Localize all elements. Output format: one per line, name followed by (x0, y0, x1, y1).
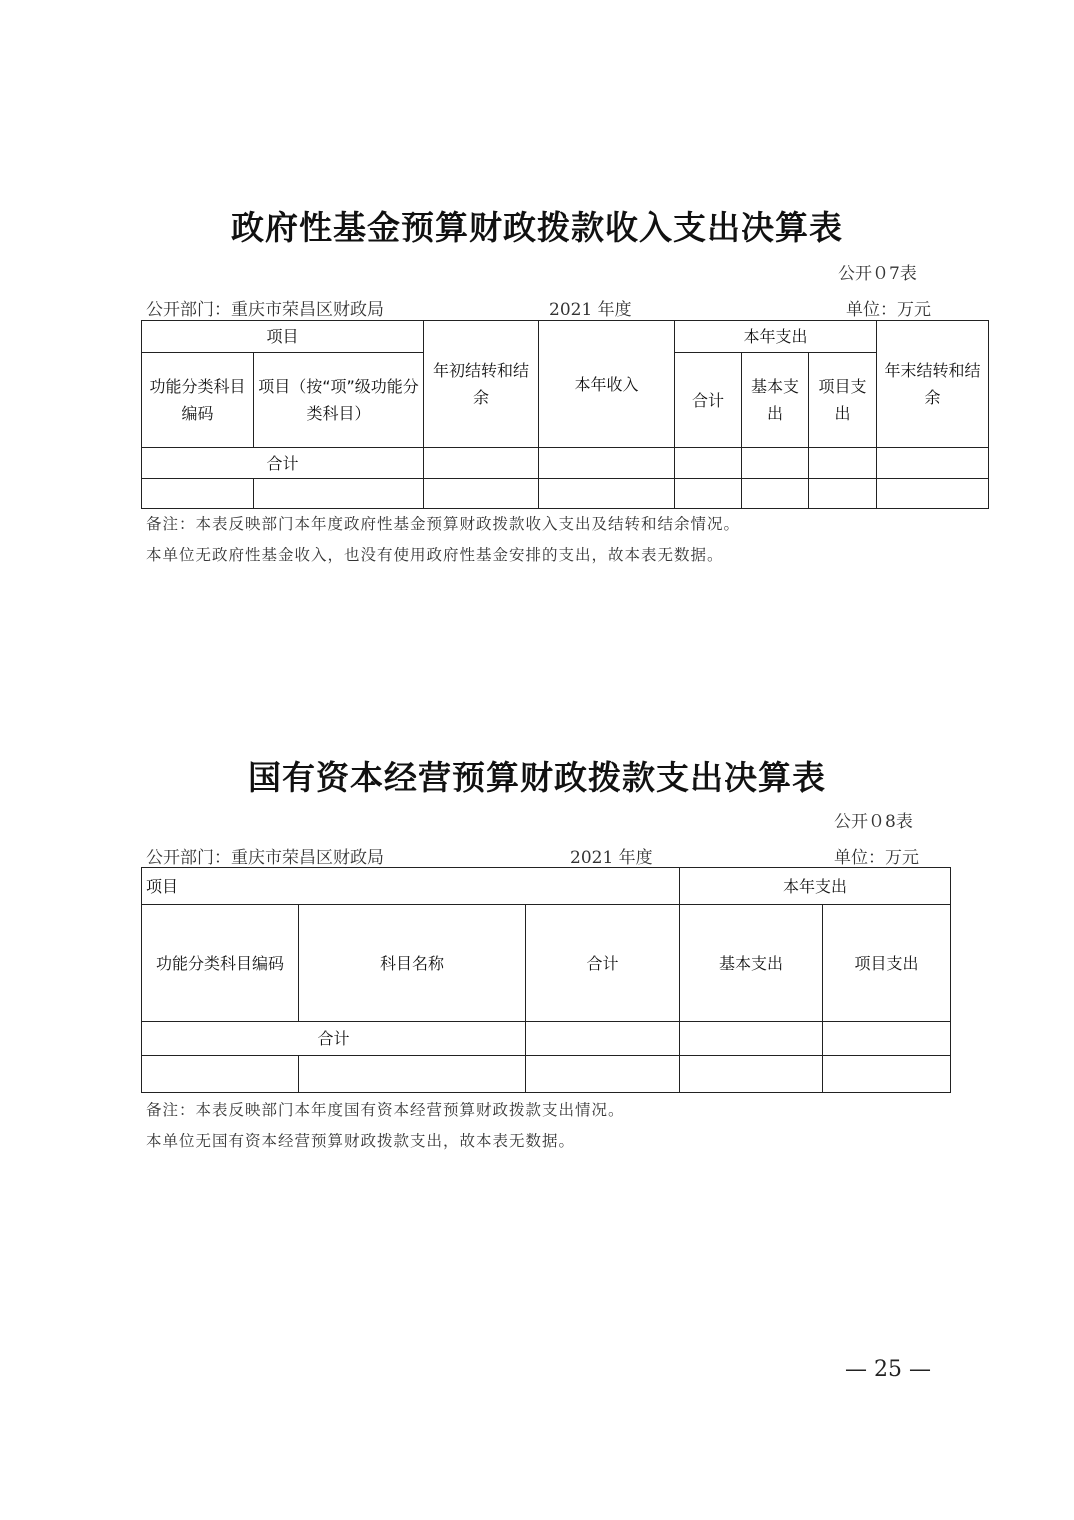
t07-cell (877, 479, 989, 509)
table07 (141, 320, 989, 509)
t08-header-expense: 本年支出 (680, 868, 951, 905)
t08-cell (526, 1022, 680, 1056)
t07-header-income: 本年收入 (539, 321, 675, 448)
t07-header-end-balance: 年末结转和结余 (877, 321, 989, 448)
t08-header-project: 项目 (142, 868, 680, 905)
table07-unit: 单位：万元 (846, 300, 931, 320)
t08-header-project-exp: 项目支出 (823, 905, 951, 1022)
t07-cell (809, 479, 877, 509)
t07-header-project-exp: 项目支出 (809, 353, 877, 448)
t07-cell (877, 448, 989, 479)
t08-cell (142, 1056, 299, 1093)
t08-header-func-code: 功能分类科目编码 (142, 905, 299, 1022)
table07-title: 政府性基金预算财政拨款收入支出决算表 (231, 208, 843, 247)
table07-dept: 公开部门：重庆市荣昌区财政局 (146, 300, 384, 320)
t07-cell (742, 448, 809, 479)
table08 (141, 867, 951, 1093)
t08-header-subject-name: 科目名称 (299, 905, 526, 1022)
table08-note2: 本单位无国有资本经营预算财政拨款支出，故本表无数据。 (146, 1132, 576, 1150)
t08-cell (526, 1056, 680, 1093)
t07-total-label: 合计 (142, 448, 424, 479)
page-number: — 25 — (845, 1357, 931, 1382)
table08-title: 国有资本经营预算财政拨款支出决算表 (248, 758, 826, 797)
table07-note2: 本单位无政府性基金收入，也没有使用政府性基金安排的支出，故本表无数据。 (146, 546, 724, 564)
t07-cell (809, 448, 877, 479)
table08-unit: 单位：万元 (834, 848, 919, 868)
t08-header-basic: 基本支出 (680, 905, 823, 1022)
t07-cell (742, 479, 809, 509)
t08-header-total: 合计 (526, 905, 680, 1022)
t07-cell (142, 479, 254, 509)
t07-header-basic: 基本支出 (742, 353, 809, 448)
table08-dept: 公开部门：重庆市荣昌区财政局 (146, 848, 384, 868)
table08-note1: 备注：本表反映部门本年度国有资本经营预算财政拨款支出情况。 (146, 1101, 625, 1119)
t08-cell (680, 1022, 823, 1056)
t07-cell (675, 448, 742, 479)
t07-cell (539, 448, 675, 479)
t08-total-label: 合计 (142, 1022, 526, 1056)
t08-cell (823, 1056, 951, 1093)
table07-code: 公开０7表 (838, 264, 917, 284)
t07-header-item-name: 项目（按“项”级功能分类科目） (254, 353, 424, 448)
table08-code: 公开０8表 (834, 812, 913, 832)
t07-header-begin-balance: 年初结转和结余 (424, 321, 539, 448)
t08-cell (299, 1056, 526, 1093)
t07-cell (254, 479, 424, 509)
t08-cell (823, 1022, 951, 1056)
table07-note1: 备注：本表反映部门本年度政府性基金预算财政拨款收入支出及结转和结余情况。 (146, 515, 741, 533)
t07-cell (424, 479, 539, 509)
table07-year: 2021 年度 (549, 300, 632, 320)
t07-cell (539, 479, 675, 509)
t07-header-expense: 本年支出 (675, 321, 877, 353)
t07-cell (675, 479, 742, 509)
table08-year: 2021 年度 (570, 848, 653, 868)
t07-header-total: 合计 (675, 353, 742, 448)
t08-cell (680, 1056, 823, 1093)
t07-header-func-code: 功能分类科目编码 (142, 353, 254, 448)
t07-cell (424, 448, 539, 479)
t07-header-project: 项目 (142, 321, 424, 353)
